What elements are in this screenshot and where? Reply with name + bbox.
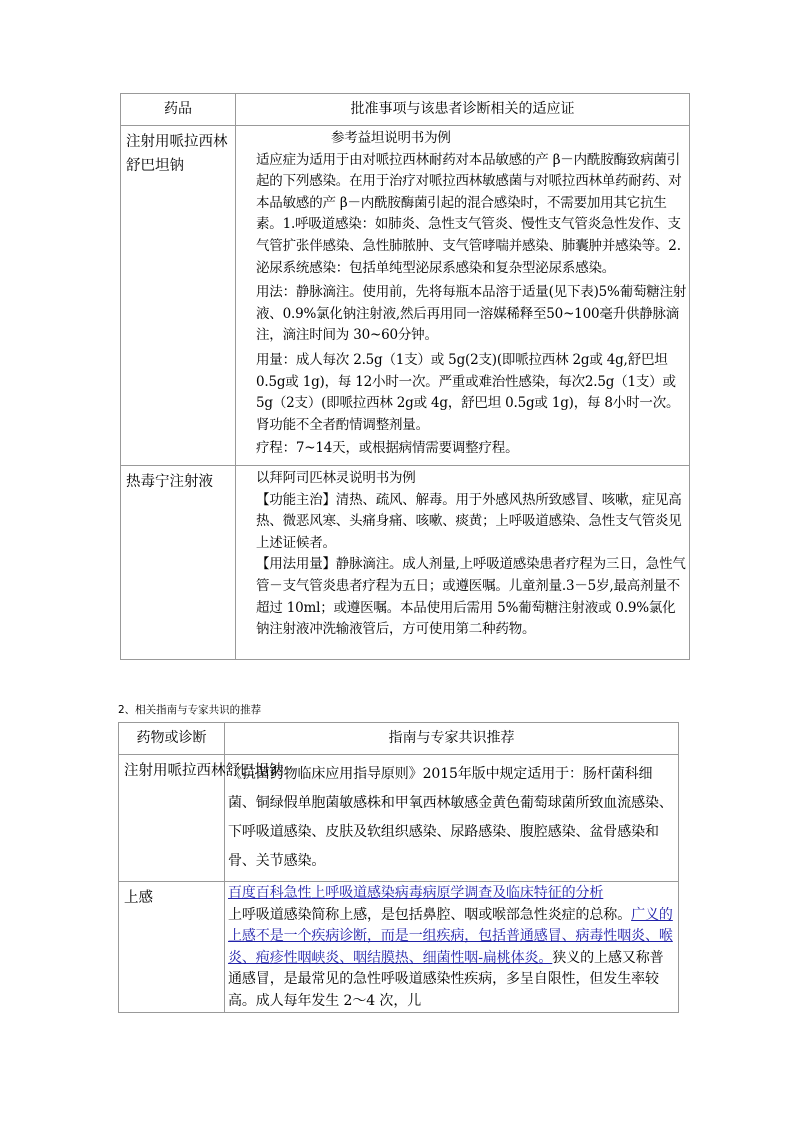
dosage-text: 用量：成人每次 2.5g（1支）或 5g(2支)(即哌拉西林 2g或 4g,舒巴坦 0.5g或 1g)，每 12小时一次。严重或难治性感染，每次2.5g（1支）或 5g（2支）(即哌拉西林 2g或 4g，舒巴坦 0.5g或 1g)，每 8小时一次。肾功能不全者酌情调整剂量。	[256, 351, 680, 433]
narrow-definition-text: 狭义的上感又称普通感冒，是最常见的急性呼吸道感染性疾病，多呈自限性，但发生率较高。成人每年发生 2～4 次，儿	[228, 949, 664, 1009]
guideline-text: 《抗菌药物临床应用指导原则》2015年版中规定适用于：肠杆菌科细菌、铜绿假单胞菌敏感株和甲氧西林敏感金黄色葡萄球菌所致血流感染、下呼吸道感染、皮肤及软组织感染、尿路感染、腹腔感染、盆骨感染和骨、关节感染。	[228, 766, 673, 869]
section-heading: 2、相关指南与专家共识的推荐	[118, 704, 262, 716]
header-drug: 药品	[121, 94, 236, 126]
function-text: 【功能主治】清热、疏风、解毒。用于外感风热所致感冒、咳嗽，症见高热、微恶风寒、头痛身痛、咳嗽、痰黄；上呼吸道感染、急性支气管炎见上述证候者。	[256, 491, 682, 551]
usage-text: 用法：静脉滴注。使用前，先将每瓶本品溶于适量(见下表)5%葡萄糖注射液、0.9%氯化钠注射液,然后再用同一溶媒稀释至50~100毫升供静脉滴注，滴注时间为 30~60分钟。	[256, 284, 687, 344]
header-drug-or-diagnosis: 药物或诊断	[119, 723, 225, 755]
header-guideline: 指南与专家共识推荐	[225, 723, 679, 755]
drug-name: 注射用哌拉西林舒巴坦钠	[121, 126, 236, 466]
reference-note: 以拜阿司匹林灵说明书为例	[256, 470, 416, 486]
diagnosis-name: 上感	[119, 882, 225, 1013]
drug-indication-cell	[236, 126, 690, 466]
broad-definition-link[interactable]: 广义的上感不是一个疾病诊断，而是一组疾病，包括普通感冒、病毒性咽炎、喉炎、疱疹性咽峡炎、咽结膜热、细菌性咽-扁桃体炎。	[228, 906, 673, 966]
drug-indication-cell	[236, 466, 690, 660]
reference-note: 参考益坦说明书为例	[331, 130, 451, 146]
guideline-paragraph	[228, 883, 676, 1012]
guideline-table	[118, 722, 679, 1013]
guideline-cell	[225, 882, 679, 1013]
definition-text: 上呼吸道感染简称上感，是包括鼻腔、咽或喉部急性炎症的总称。	[228, 906, 632, 923]
course-text: 疗程：7~14天，或根据病情需要调整疗程。	[256, 440, 519, 457]
usage-text: 【用法用量】静脉滴注。成人剂量,上呼吸道感染患者疗程为三日，急性气管－支气管炎患者疗程为五日；或遵医嘱。儿童剂量.3－5岁,最高剂量不超过 10ml；或遵医嘱。本品使用后需用 5%葡萄糖注射液或 0.9%氯化钠注射液冲洗输液管后，方可使用第二种药物。	[256, 556, 686, 638]
guideline-cell	[225, 755, 679, 882]
drug-name: 注射用哌拉西林舒巴坦钠	[119, 755, 225, 882]
table-header-row	[119, 723, 679, 755]
table-row	[119, 755, 679, 882]
indication-text: 适应症为适用于由对哌拉西林耐药对本品敏感的产 β－内酰胺酶致病菌引起的下列感染。在用于治疗对哌拉西林敏感菌与对哌拉西林单药耐药、对本品敏感的产 β－内酰胺酶菌引起的混合感染时，不需要加用其它抗生素。1.呼吸道感染：如肺炎、急性支气管炎、慢性支气管炎急性发作、支气管扩张伴感染、急性肺脓肿、支气管哮喘并感染、肺囊肿并感染等。2.泌尿系统感染：包括单纯型泌尿系感染和复杂型泌尿系感染。	[256, 151, 682, 276]
drug-name: 热毒宁注射液	[121, 466, 236, 660]
table-row	[119, 882, 679, 1013]
baike-link[interactable]: 百度百科急性上呼吸道感染病毒病原学调查及临床特征的分析	[228, 885, 604, 901]
table-header-row	[121, 94, 690, 126]
table-row	[121, 466, 690, 660]
table-row	[121, 126, 690, 466]
drug-indication-table	[120, 93, 690, 660]
header-indication: 批准事项与该患者诊断相关的适应证	[236, 94, 690, 126]
